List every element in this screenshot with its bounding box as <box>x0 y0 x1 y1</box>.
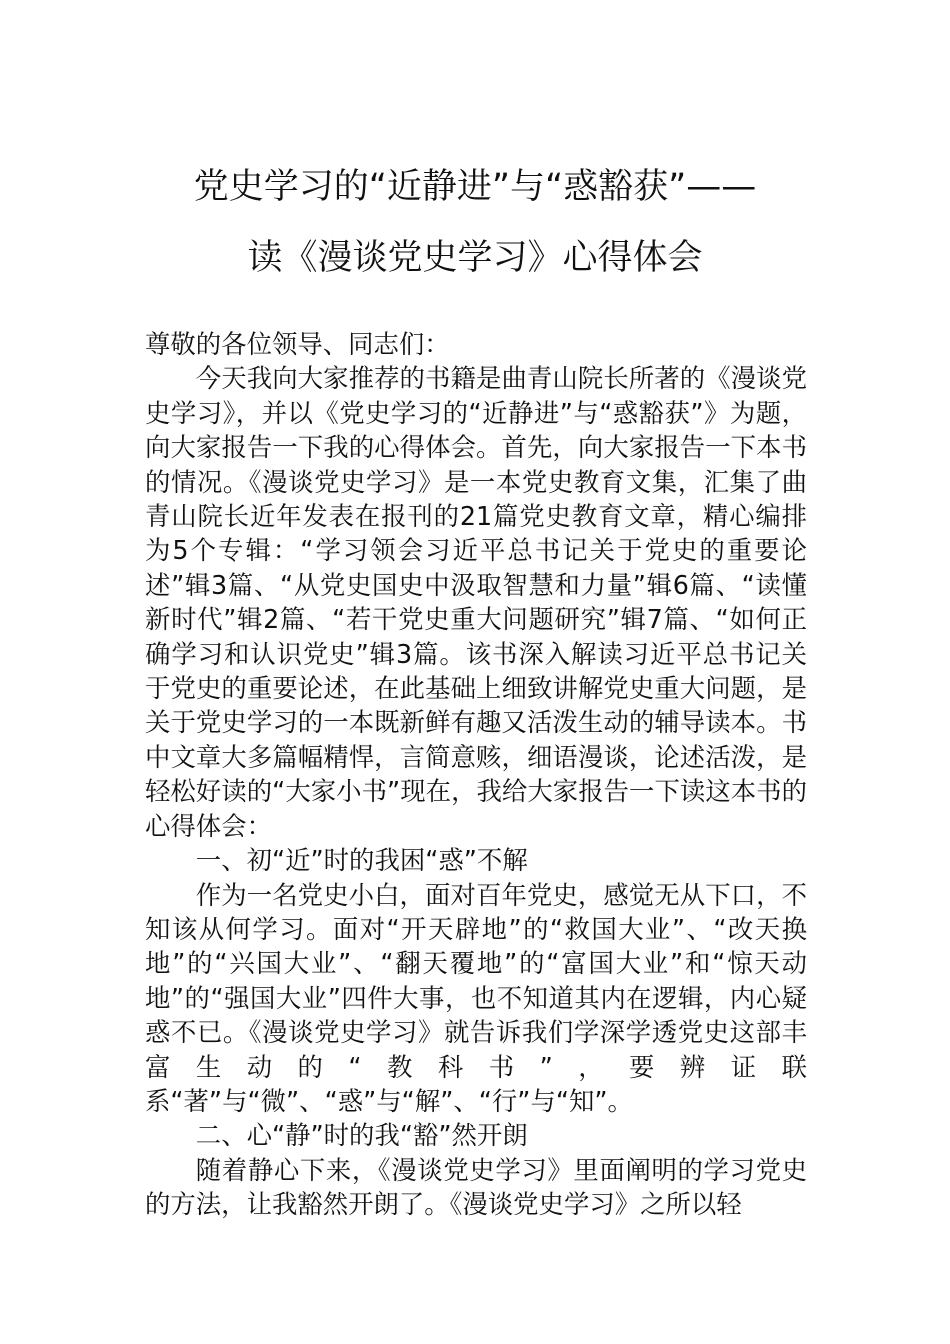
paragraph-section-2: 随着静心下来，《漫谈党史学习》里面阐明的学习党史的方法，让我豁然开朗了。《漫谈党史学习》之所以轻 <box>145 1154 807 1220</box>
section-heading-2: 二、心“静”时的我“豁”然开朗 <box>195 1120 528 1151</box>
section-heading-1: 一、初“近”时的我困“惑”不解 <box>195 845 528 876</box>
salutation: 尊敬的各位领导、同志们： <box>145 329 450 359</box>
document-title-line-1: 党史学习的“近静进”与“惑豁获”—— <box>193 167 757 207</box>
paragraph-intro: 今天我向大家推荐的书籍是曲青山院长所著的《漫谈党史学习》，并以《党史学习的“近静进”与“惑豁获”》为题，向大家报告一下我的心得体会。首先，向大家报告一下本书的情况。《漫谈党史学习》是一本党史教育文集，汇集了曲青山院长近年发表在报刊的21篇党史教育文章，精心编排为5个专辑：“学习领会习近平总书记关于党史的重要论述”辑3篇、“从党史国史中汲取智慧和力量”辑6篇、“读懂新时代”辑2篇、“若干党史重大问题研究”辑7篇、“如何正确学习和认识党史”辑3篇。该书深入解读习近平总书记关于党史的重要论述，在此基础上细致讲解党史重大问题，是关于党史学习的一本既新鲜有趣又活泼生动的辅导读本。书中文章大多篇幅精悍，言简意赅，细语漫谈，论述活泼，是轻松好读的“大家小书”现在，我给大家报告一下读这本书的心得体会： <box>145 363 807 841</box>
document-body <box>145 327 807 1222</box>
document-title-line-2: 读《漫谈党史学习》心得体会 <box>247 238 703 278</box>
paragraph-section-1: 作为一名党史小白，面对百年党史，感觉无从下口，不知该从何学习。面对“开天辟地”的“救国大业”、“改天换地”的“兴国大业”、“翻天覆地”的“富国大业”和“惊天动地”的“强国大业”四件大事，也不知道其内在逻辑，内心疑惑不已。《漫谈党史学习》就告诉我们学深学透党史这部丰富生动的“教科书”，要辨证联系“著”与“微”、“惑”与“解”、“行”与“知”。 <box>145 879 807 1116</box>
